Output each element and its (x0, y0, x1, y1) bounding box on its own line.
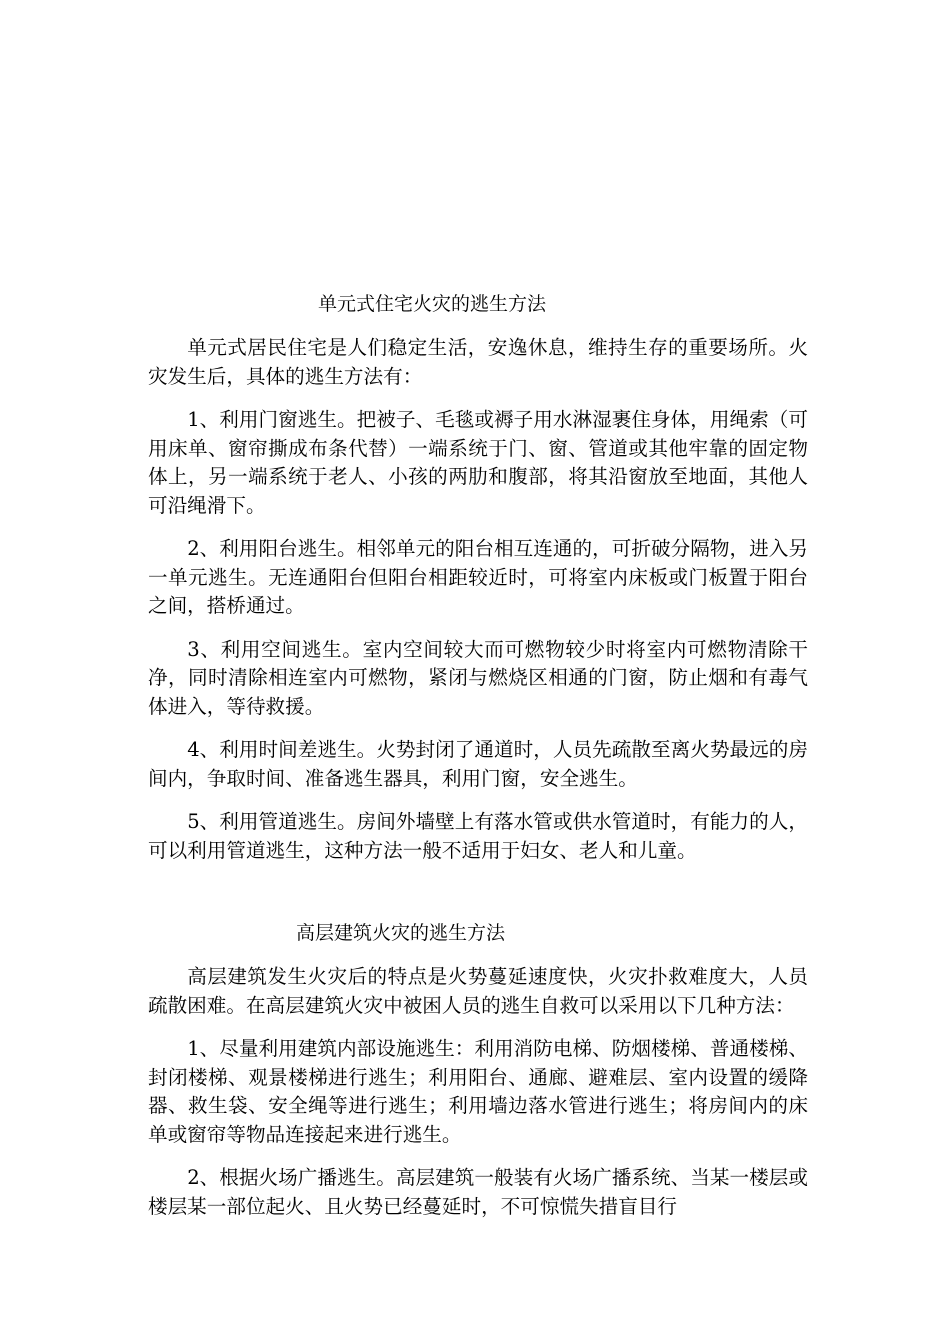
section-title-residential: 单元式住宅火灾的逃生方法 (318, 293, 547, 315)
paragraph-intro-highrise: 高层建筑发生火灾后的特点是火势蔓延速度快，火灾扑救难度大，人员疏散困难。在高层建筑火灾中被困人员的逃生自救可以采用以下几种方法： (148, 965, 808, 1017)
paragraph-method-window: 1、利用门窗逃生。把被子、毛毯或褥子用水淋湿裹住身体，用绳索（可用床单、窗帘撕成布条代替）一端系统于门、窗、管道或其他牢靠的固定物体上，另一端系统于老人、小孩的两肋和腹部，将其沿窗放至地面，其他人可沿绳滑下。 (148, 408, 808, 517)
paragraph-method-broadcast: 2、根据火场广播逃生。高层建筑一般装有火场广播系统、当某一楼层或楼层某一部位起火、且火势已经蔓延时，不可惊慌失措盲目行 (148, 1166, 808, 1218)
paragraph-intro-residential: 单元式居民住宅是人们稳定生活，安逸休息，维持生存的重要场所。火灾发生后，具体的逃生方法有： (148, 336, 808, 388)
paragraph-method-space: 3、利用空间逃生。室内空间较大而可燃物较少时将室内可燃物清除干净，同时清除相连室内可燃物，紧闭与燃烧区相通的门窗，防止烟和有毒气体进入，等待救援。 (148, 637, 808, 718)
document-body (148, 290, 808, 1236)
section-title-highrise: 高层建筑火灾的逃生方法 (296, 922, 506, 944)
paragraph-method-time: 4、利用时间差逃生。火势封闭了通道时，人员先疏散至离火势最远的房间内，争取时间、准备逃生器具，利用门窗，安全逃生。 (148, 738, 808, 790)
paragraph-method-pipe: 5、利用管道逃生。房间外墙壁上有落水管或供水管道时，有能力的人，可以利用管道逃生，这种方法一般不适用于妇女、老人和儿童。 (148, 810, 808, 862)
paragraph-method-balcony: 2、利用阳台逃生。相邻单元的阳台相互连通的，可折破分隔物，进入另一单元逃生。无连通阳台但阳台相距较近时，可将室内床板或门板置于阳台之间，搭桥通过。 (148, 537, 808, 617)
paragraph-method-facilities: 1、尽量利用建筑内部设施逃生：利用消防电梯、防烟楼梯、普通楼梯、封闭楼梯、观景楼梯进行逃生；利用阳台、通廊、避难层、室内设置的缓降器、救生袋、安全绳等进行逃生；利用墙边落水管进行逃生；将房间内的床单或窗帘等物品连接起来进行逃生。 (148, 1037, 808, 1146)
